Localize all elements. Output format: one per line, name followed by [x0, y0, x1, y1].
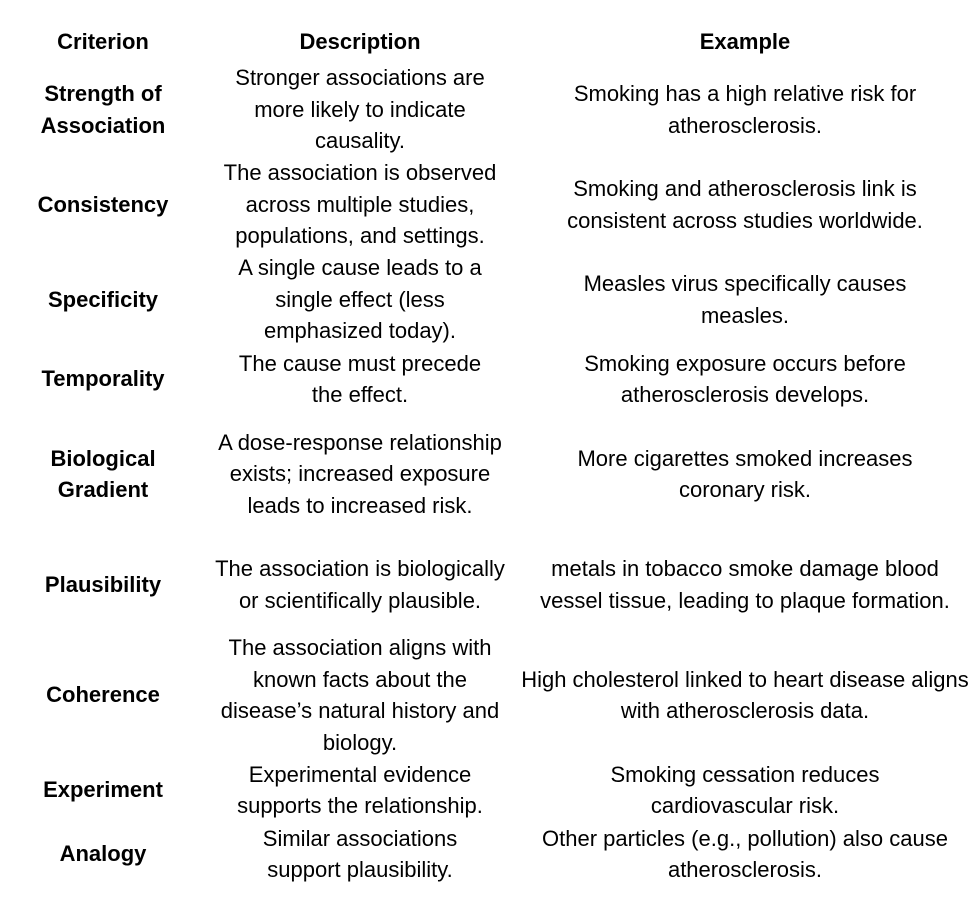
example-cell: High cholesterol linked to heart disease aligns with atherosclerosis data.	[521, 666, 969, 723]
table-row	[0, 537, 976, 632]
example-cell: More cigarettes smoked increases coronary risk.	[577, 445, 913, 502]
table-row	[0, 347, 976, 411]
example-cell: Smoking and atherosclerosis link is consistent across studies worldwide.	[567, 176, 923, 233]
description-cell: The association is biologically or scientifically plausible.	[215, 556, 505, 613]
description-cell: A single cause leads to a single effect (less emphasized today).	[238, 255, 482, 344]
header-example: Example	[699, 29, 791, 55]
description-cell: Similar associations support plausibility.	[262, 825, 458, 882]
description-cell: Experimental evidence supports the relationship.	[237, 761, 483, 818]
header-criterion: Criterion	[57, 29, 149, 55]
example-cell: metals in tobacco smoke damage blood vessel tissue, leading to plaque formation.	[540, 556, 950, 613]
description-cell: The association aligns with known facts about the disease’s natural history and biology.	[220, 635, 500, 755]
table-row	[0, 252, 976, 347]
table-row	[0, 411, 976, 537]
criteria-table	[0, 22, 976, 886]
table-row	[0, 157, 976, 252]
criterion-cell: Consistency	[37, 191, 169, 217]
example-cell: Smoking cessation reduces cardiovascular risk.	[610, 761, 880, 818]
example-cell: Smoking has a high relative risk for atherosclerosis.	[573, 81, 917, 138]
criterion-cell: Biological Gradient	[50, 445, 156, 502]
criterion-cell: Specificity	[47, 286, 159, 312]
criterion-cell: Strength of Association	[40, 81, 166, 138]
criterion-cell: Plausibility	[44, 571, 162, 597]
table-header-row	[0, 22, 976, 62]
table-row	[0, 632, 976, 758]
description-cell: A dose-response relationship exists; increased exposure leads to increased risk.	[218, 429, 502, 518]
table-row	[0, 758, 976, 822]
description-cell: The association is observed across multiple studies, populations, and settings.	[223, 160, 497, 249]
table-row	[0, 822, 976, 886]
criterion-cell: Temporality	[41, 366, 165, 392]
example-cell: Smoking exposure occurs before atherosclerosis develops.	[584, 350, 906, 407]
table-row	[0, 62, 976, 157]
example-cell: Other particles (e.g., pollution) also cause atherosclerosis.	[542, 825, 948, 882]
example-cell: Measles virus specifically causes measles.	[583, 271, 907, 328]
header-description: Description	[299, 29, 421, 55]
description-cell: Stronger associations are more likely to indicate causality.	[235, 65, 485, 154]
criterion-cell: Coherence	[46, 682, 160, 708]
criterion-cell: Experiment	[43, 777, 163, 803]
criterion-cell: Analogy	[59, 841, 147, 867]
description-cell: The cause must precede the effect.	[238, 350, 482, 407]
